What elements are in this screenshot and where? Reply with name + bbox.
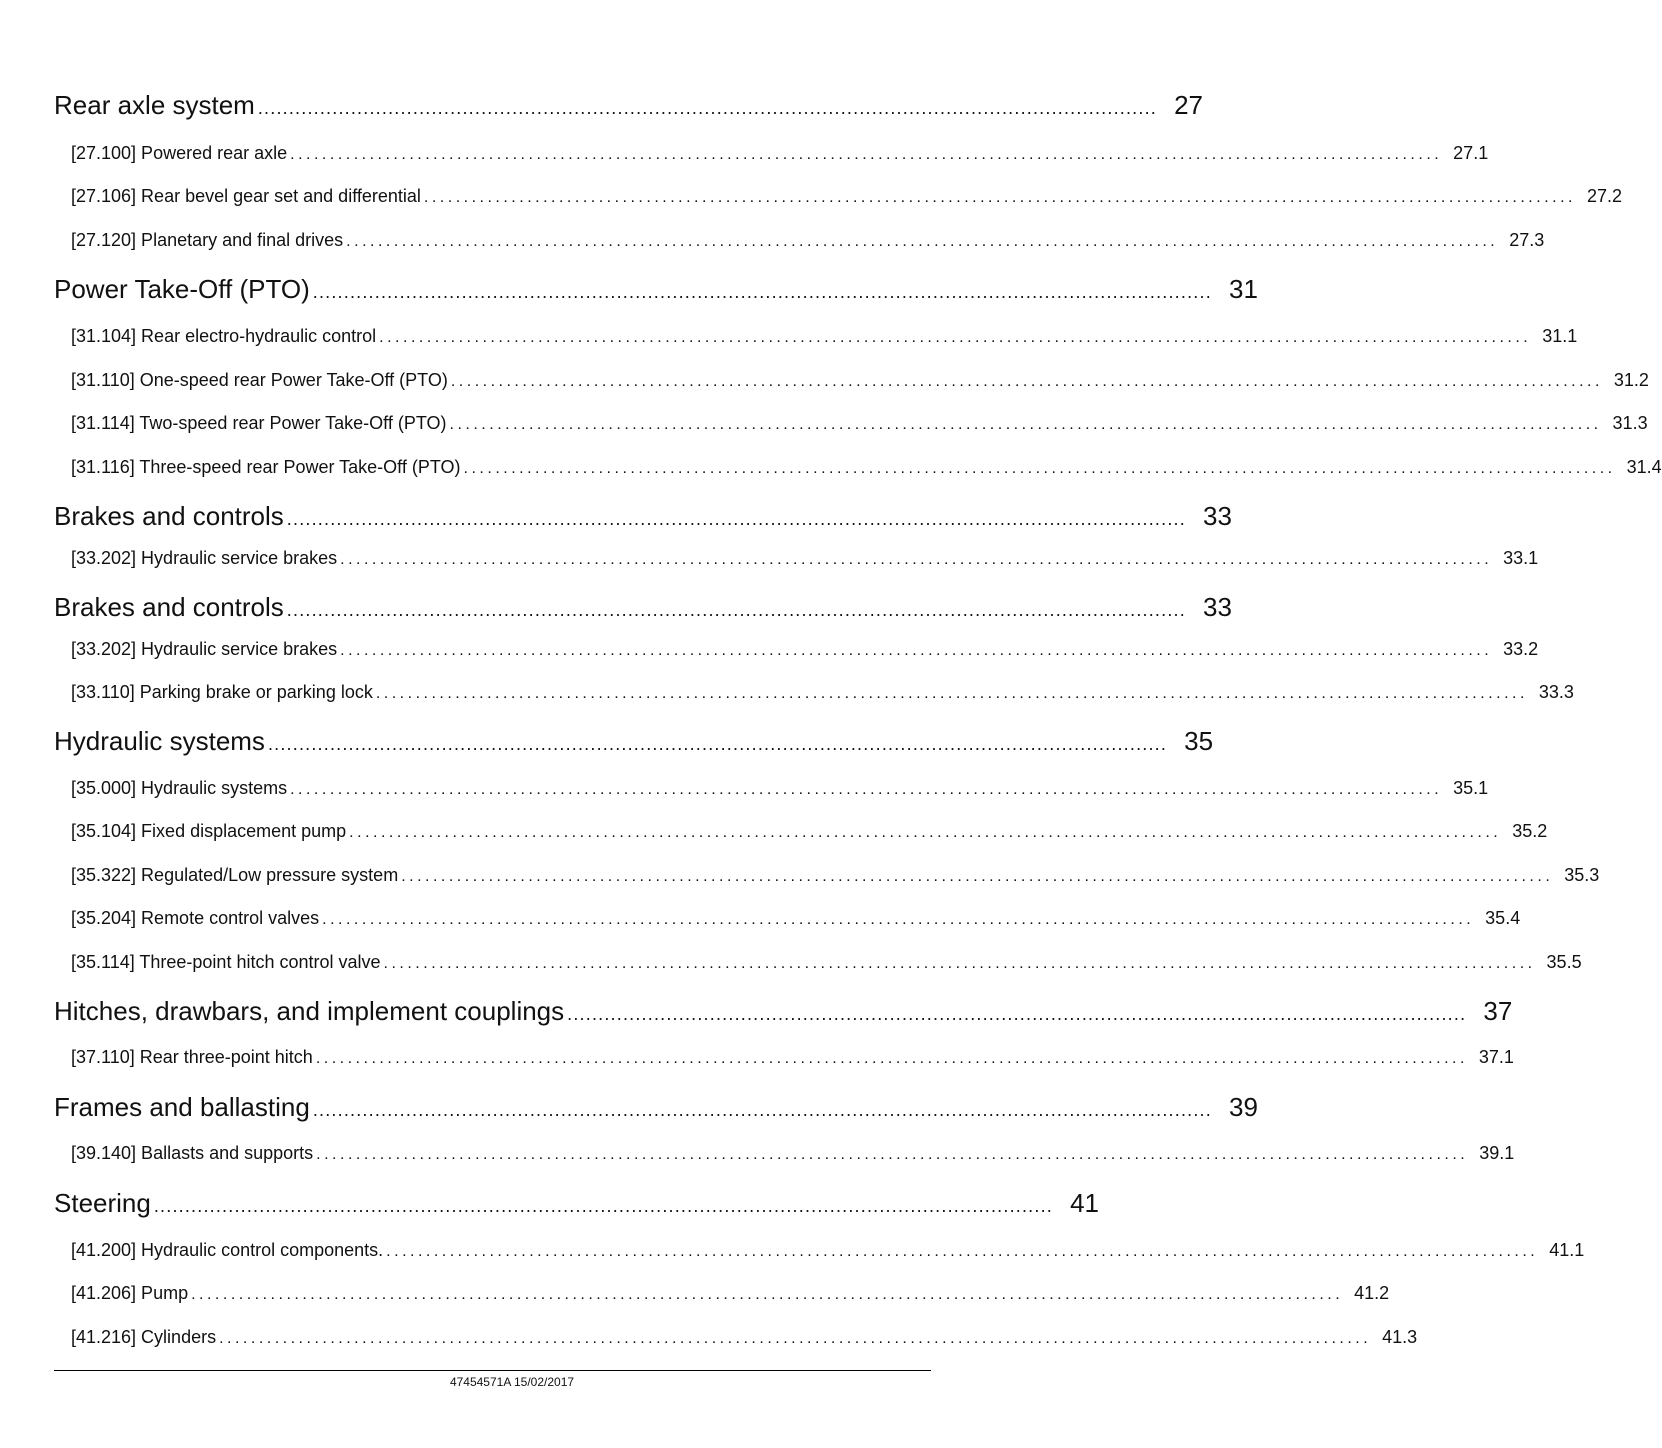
dot-leader: ................................................................................................................................................. xyxy=(349,824,1502,841)
toc-entry-row[interactable] xyxy=(54,143,1489,167)
toc-entry-row[interactable] xyxy=(54,1047,1514,1071)
entry-title: [35.322] Regulated/Low pressure system xyxy=(71,865,399,885)
section-page: 37 xyxy=(1483,996,1513,1026)
dot-leader: ................................................................................................................................................. xyxy=(290,781,1443,798)
entry-title: [35.104] Fixed displacement pump xyxy=(71,821,347,841)
dot-leader: ................................................................................................................................................. xyxy=(346,233,1499,250)
section-page: 33 xyxy=(1203,501,1232,531)
entry-title: [31.114] Two-speed rear Power Take-Off (PTO) xyxy=(71,413,447,433)
entry-page: 31.3 xyxy=(1612,413,1648,433)
toc-entry-row[interactable] xyxy=(54,778,1489,802)
entry-page: 35.3 xyxy=(1564,865,1600,885)
section-page: 35 xyxy=(1184,726,1214,756)
section-page: 39 xyxy=(1229,1092,1258,1122)
entry-page: 39.1 xyxy=(1479,1143,1515,1163)
entry-page: 31.4 xyxy=(1626,457,1662,477)
toc-entry-row[interactable] xyxy=(54,952,1582,976)
toc-section-row[interactable] xyxy=(54,592,1232,624)
toc-section-row[interactable] xyxy=(54,1092,1258,1124)
entry-page: 35.2 xyxy=(1512,821,1548,841)
section-page: 27 xyxy=(1174,90,1203,120)
toc-section-row[interactable] xyxy=(54,1188,1099,1220)
entry-page: 27.1 xyxy=(1453,143,1489,163)
toc-entry-row[interactable] xyxy=(54,1327,1418,1351)
entry-page: 35.1 xyxy=(1453,778,1489,798)
toc-entry-row[interactable] xyxy=(54,186,1622,210)
section-title: Steering xyxy=(54,1188,151,1218)
toc-section-row[interactable] xyxy=(54,726,1214,758)
entry-page: 41.2 xyxy=(1354,1283,1390,1303)
dot-leader: ................................................................................................................................................. xyxy=(191,1286,1344,1303)
toc-entry-row[interactable] xyxy=(54,370,1649,394)
entry-title: [27.106] Rear bevel gear set and differential xyxy=(71,186,421,206)
dot-leader: ................................................................................................................................................. xyxy=(257,98,1157,118)
dot-leader: ................................................................................................................................................. xyxy=(286,509,1186,529)
dot-leader: ................................................................................................................................................. xyxy=(153,1196,1053,1216)
entry-page: 31.1 xyxy=(1542,326,1578,346)
toc-entry-row[interactable] xyxy=(54,457,1662,481)
entry-page: 35.5 xyxy=(1546,952,1582,972)
toc-section-row[interactable] xyxy=(54,501,1232,533)
entry-page: 35.4 xyxy=(1485,908,1521,928)
entry-title: [31.104] Rear electro-hydraulic control xyxy=(71,326,377,346)
section-title: Brakes and controls xyxy=(54,592,284,622)
toc-entry-row[interactable] xyxy=(54,682,1574,706)
toc-entry-row[interactable] xyxy=(54,1283,1390,1307)
dot-leader: ................................................................................................................................................. xyxy=(219,1330,1372,1347)
toc-entry-row[interactable] xyxy=(54,413,1648,437)
entry-page: 31.2 xyxy=(1613,370,1649,390)
toc-entry-row[interactable] xyxy=(54,821,1548,845)
entry-page: 27.2 xyxy=(1586,186,1622,206)
toc-entry-row[interactable] xyxy=(54,865,1600,889)
entry-title: [33.202] Hydraulic service brakes xyxy=(71,639,338,659)
dot-leader: ................................................................................................................................................. xyxy=(340,642,1493,659)
entry-title: [41.216] Cylinders xyxy=(71,1327,217,1347)
dot-leader: ................................................................................................................................................. xyxy=(315,1050,1468,1067)
dot-leader: ................................................................................................................................................. xyxy=(450,373,1603,390)
entry-title: [31.110] One-speed rear Power Take-Off (PTO) xyxy=(71,370,448,390)
dot-leader: ................................................................................................................................................. xyxy=(567,1004,1467,1024)
entry-title: [39.140] Ballasts and supports xyxy=(71,1143,314,1163)
toc-section-row[interactable] xyxy=(54,90,1203,122)
toc-entry-row[interactable] xyxy=(54,548,1539,572)
section-page: 31 xyxy=(1228,274,1258,304)
entry-title: [27.120] Planetary and final drives xyxy=(71,230,344,250)
toc-entry-row[interactable] xyxy=(54,326,1578,350)
section-title: Hydraulic systems xyxy=(54,726,265,756)
dot-leader: ................................................................................................................................................. xyxy=(290,146,1443,163)
entry-page: 41.3 xyxy=(1382,1327,1418,1347)
toc-section-row[interactable] xyxy=(54,996,1513,1028)
entry-page: 33.3 xyxy=(1538,682,1574,702)
dot-leader: ................................................................................................................................................. xyxy=(423,189,1576,206)
entry-title: [31.116] Three-speed rear Power Take-Off (PTO) xyxy=(71,457,461,477)
footer-doc-id: 47454571A 15/02/2017 xyxy=(449,1375,575,1389)
dot-leader: ................................................................................................................................................. xyxy=(312,1100,1212,1120)
entry-title: [33.110] Parking brake or parking lock xyxy=(71,682,373,702)
entry-title: [41.206] Pump xyxy=(71,1283,189,1303)
toc-entry-row[interactable] xyxy=(54,1143,1515,1167)
toc-entry-row[interactable] xyxy=(54,230,1545,254)
toc-entry-row[interactable] xyxy=(54,1240,1585,1264)
toc-entry-row[interactable] xyxy=(54,639,1539,663)
dot-leader: ................................................................................................................................................. xyxy=(322,911,1475,928)
section-title: Power Take-Off (PTO) xyxy=(54,274,310,304)
section-title: Rear axle system xyxy=(54,90,255,120)
entry-title: [33.202] Hydraulic service brakes xyxy=(71,548,338,568)
entry-page: 27.3 xyxy=(1509,230,1545,250)
entry-page: 41.1 xyxy=(1549,1240,1585,1260)
dot-leader: ................................................................................................................................................. xyxy=(267,734,1168,754)
dot-leader: ................................................................................................................................................. xyxy=(386,1243,1539,1260)
section-title: Frames and ballasting xyxy=(54,1092,310,1122)
entry-page: 33.2 xyxy=(1503,639,1539,659)
section-page: 33 xyxy=(1203,592,1232,622)
dot-leader: ................................................................................................................................................. xyxy=(383,955,1536,972)
dot-leader: ................................................................................................................................................. xyxy=(463,460,1616,477)
section-page: 41 xyxy=(1070,1188,1099,1218)
dot-leader: ................................................................................................................................................. xyxy=(340,551,1493,568)
dot-leader: ................................................................................................................................................. xyxy=(449,416,1602,433)
dot-leader: ................................................................................................................................................. xyxy=(286,600,1186,620)
dot-leader: ................................................................................................................................................. xyxy=(375,685,1528,702)
entry-page: 37.1 xyxy=(1478,1047,1514,1067)
section-title: Brakes and controls xyxy=(54,501,284,531)
toc-section-row[interactable] xyxy=(54,274,1258,306)
entry-title: [27.100] Powered rear axle xyxy=(71,143,288,163)
section-title: Hitches, drawbars, and implement couplings xyxy=(54,996,565,1026)
dot-leader: ................................................................................................................................................. xyxy=(401,868,1554,885)
entry-title: [35.204] Remote control valves xyxy=(71,908,320,928)
dot-leader: ................................................................................................................................................. xyxy=(312,282,1212,302)
footer-divider xyxy=(54,1370,931,1371)
entry-title: [35.000] Hydraulic systems xyxy=(71,778,288,798)
entry-title: [35.114] Three-point hitch control valve xyxy=(71,952,381,972)
dot-leader: ................................................................................................................................................. xyxy=(379,329,1532,346)
toc-entry-row[interactable] xyxy=(54,908,1521,932)
entry-title: [37.110] Rear three-point hitch xyxy=(71,1047,313,1067)
entry-title: [41.200] Hydraulic control components. xyxy=(71,1240,384,1260)
dot-leader: ................................................................................................................................................. xyxy=(316,1146,1469,1163)
entry-page: 33.1 xyxy=(1503,548,1539,568)
